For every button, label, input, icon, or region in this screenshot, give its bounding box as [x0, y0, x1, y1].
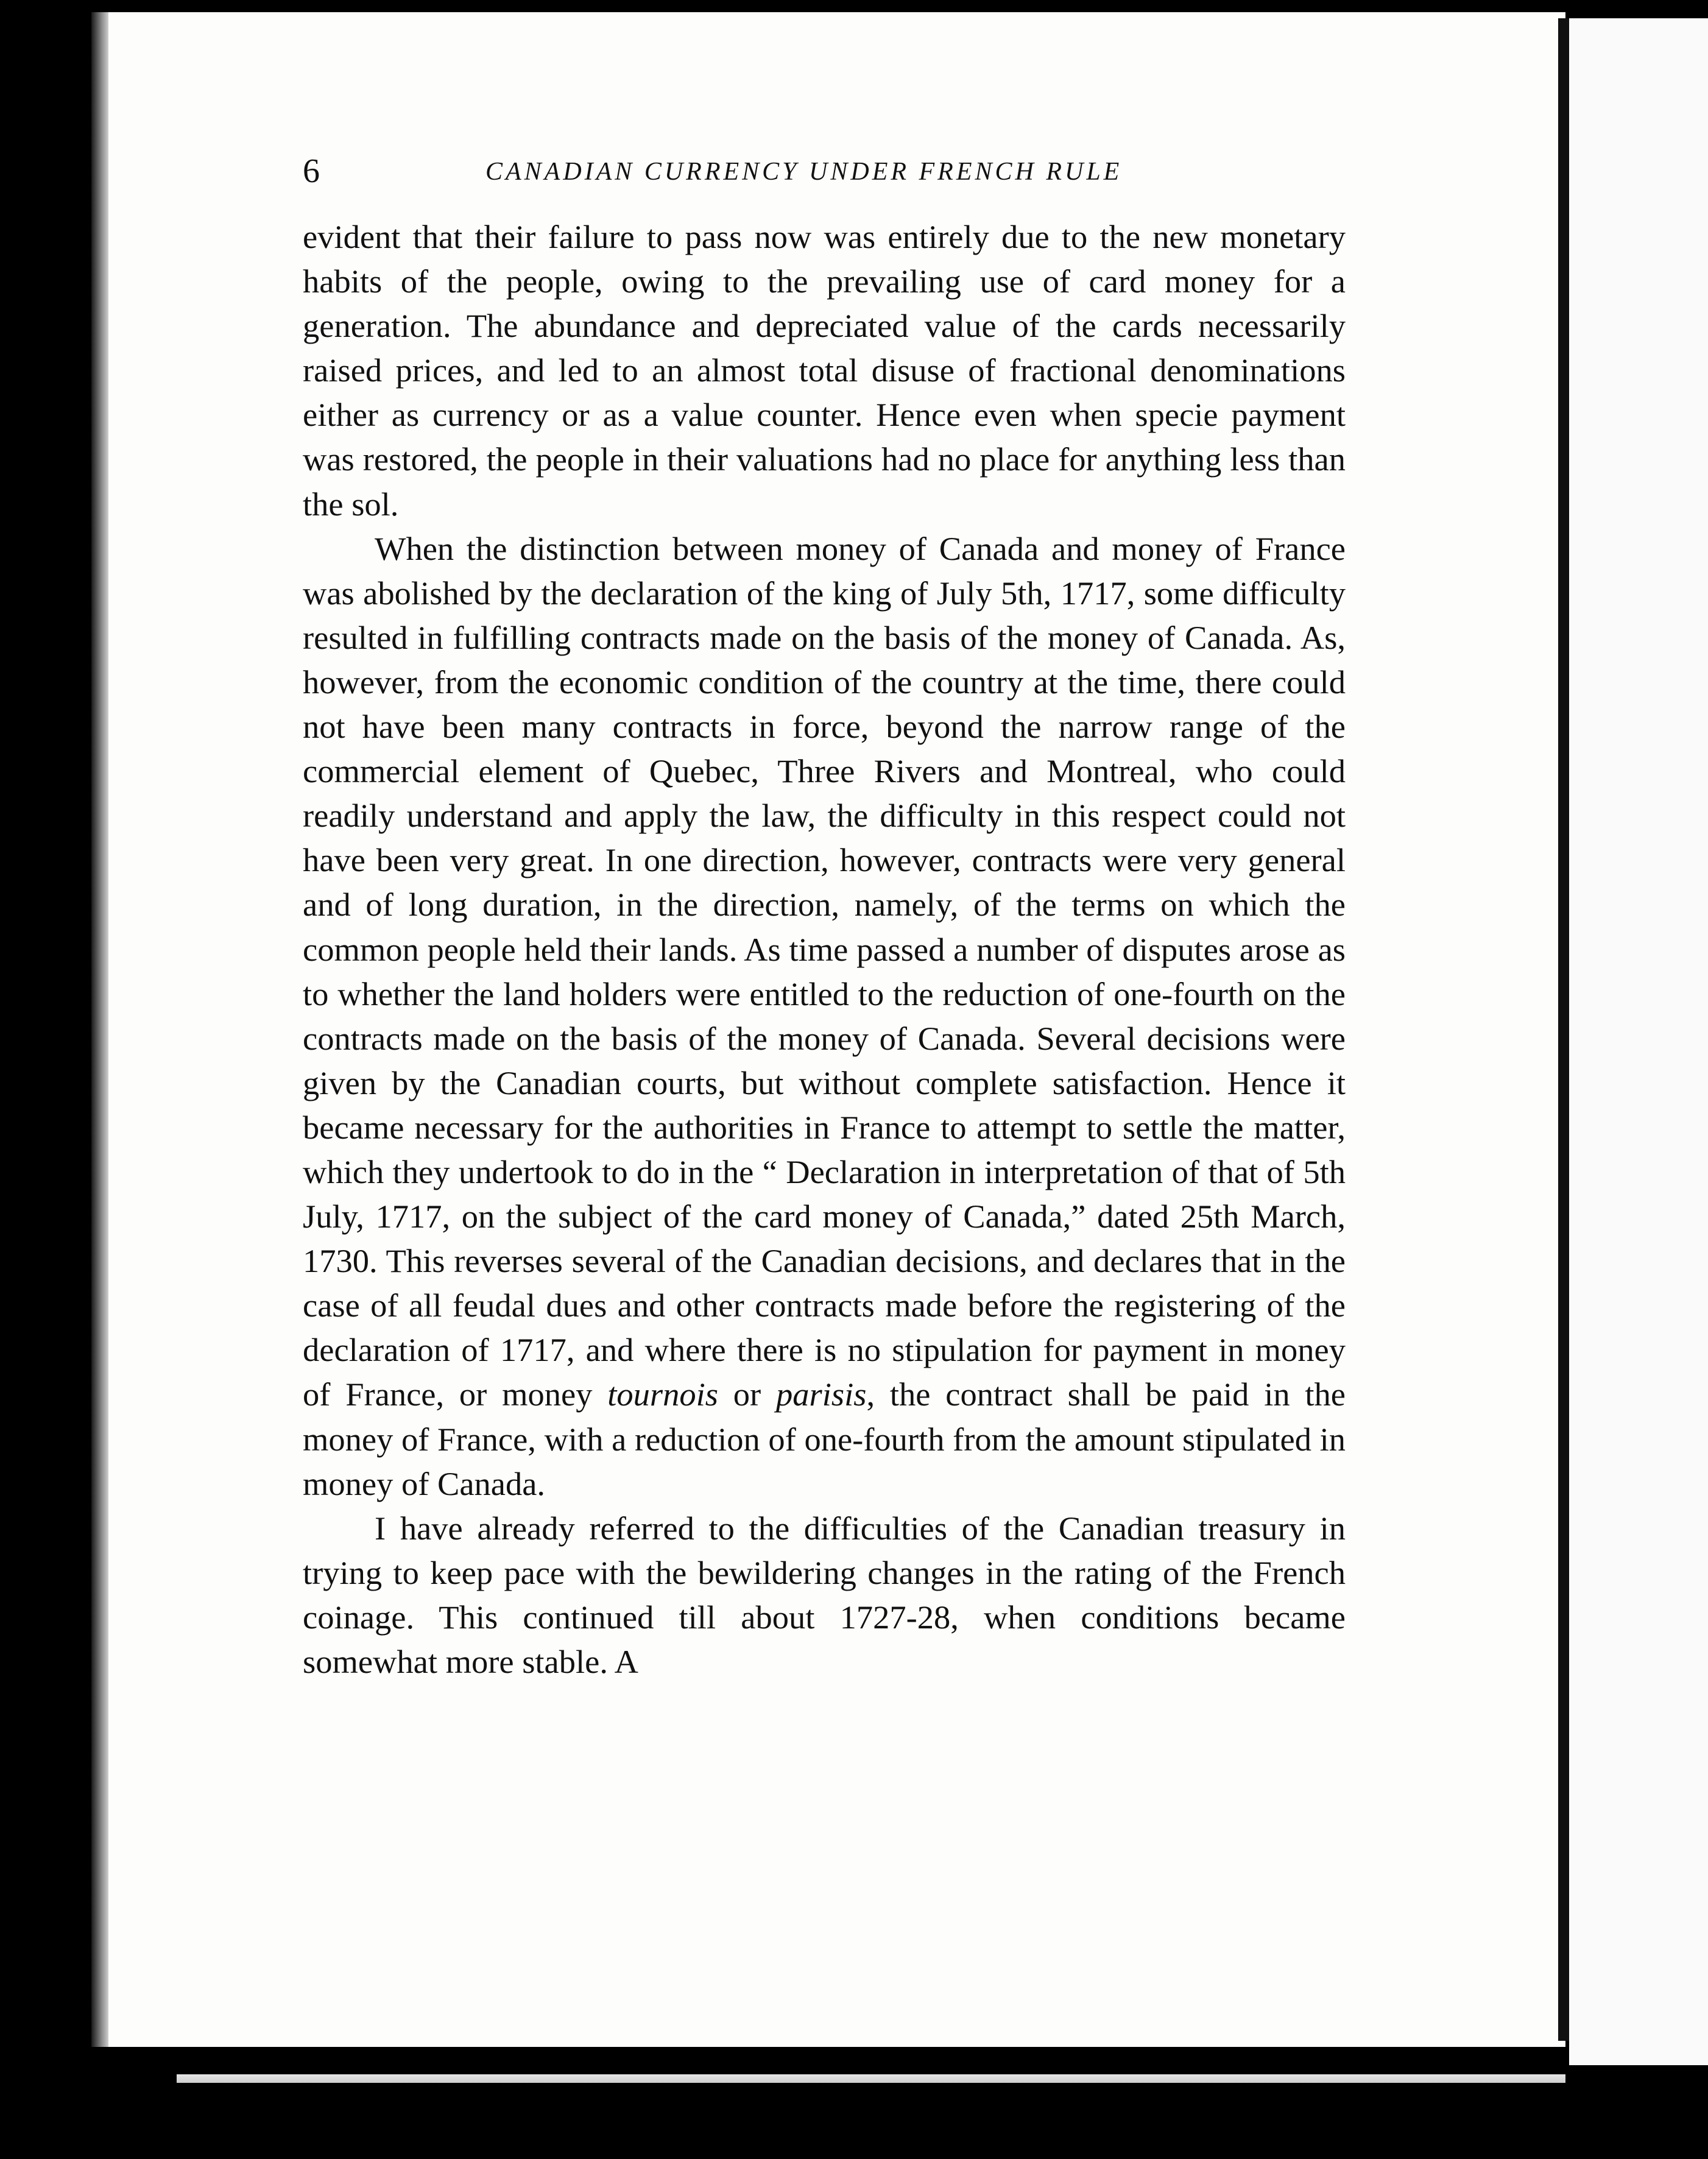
running-title: CANADIAN CURRENCY UNDER FRENCH RULE — [485, 158, 1123, 186]
page-bottom-edge — [177, 2074, 1565, 2083]
italic-term-parisis: parisis — [776, 1376, 867, 1413]
page-number: 6 — [303, 152, 320, 190]
italic-term-tournois: tournois — [607, 1376, 718, 1413]
paragraph-3: I have already referred to the difficulties of the Canadian treasury in trying to keep pace with the bewildering changes in the rating of the French coinage. This continued till about 1727-28, when conditions became somewhat more stable. A — [303, 1509, 1346, 1680]
paragraph-2-text-a: When the distinction between money of Canada and money of France was abolished by the declaration of the king of July 5th, 1717, some difficulty resulted in fulfilling contracts made on the basis of the money of Canada. As, however, from the economic condition of the country at the time, there could not have been many contracts in force, beyond the narrow range of the commercial element of Quebec, Three Rivers and Montreal, who could readily understand and apply the law, the difficulty in this respect could not have been very great. In one direction, however, contracts were very general and of long duration, in the direction, namely, of the terms on which the common people held their lands. As time passed a number of disputes arose as to whether the land holders were entitled to the reduction of one-fourth on the contracts made on the basis of the money of Canada. Several decisions were given by the Canadian courts, but without complete satisfaction. Hence it became necessary for the authorities in France to attempt to settle the matter, which they undertook to do in the “ Declaration in interpretation of that of 5th July, 1717, on the subject of the card money of Canada,” dated 25th March, 1730. This reverses several of the Canadian decisions, and declares that in the case of all feudal dues and other contracts made before the registering of the declaration of 1717, and where there is no stipulation for payment in money of France, or money — [303, 529, 1346, 1413]
paragraph-1: evident that their failure to pass now was entirely due to the new monetary habits of the people, owing to the prevailing use of card money for a generation. The abundance and depreciated value of the cards necessarily raised prices, and led to an almost total disuse of fractional denominations either as currency or as a value counter. Hence even when specie payment was restored, the people in their valuations had no place for anything less than the sol. — [303, 218, 1346, 523]
facing-page-edge — [1569, 18, 1708, 2065]
paragraph-2 — [303, 526, 1346, 1506]
body-text — [303, 214, 1346, 1684]
book-spine-shadow — [91, 12, 108, 2047]
paragraph-2-text-b: or — [718, 1376, 777, 1413]
running-header — [303, 150, 1350, 193]
paragraph-2-text-c: , the contract shall be paid in the money of France, with a reduction of one-fourth from the amount stipulated in money of Canada. — [303, 1376, 1346, 1502]
page-right-edge — [1558, 18, 1569, 2041]
